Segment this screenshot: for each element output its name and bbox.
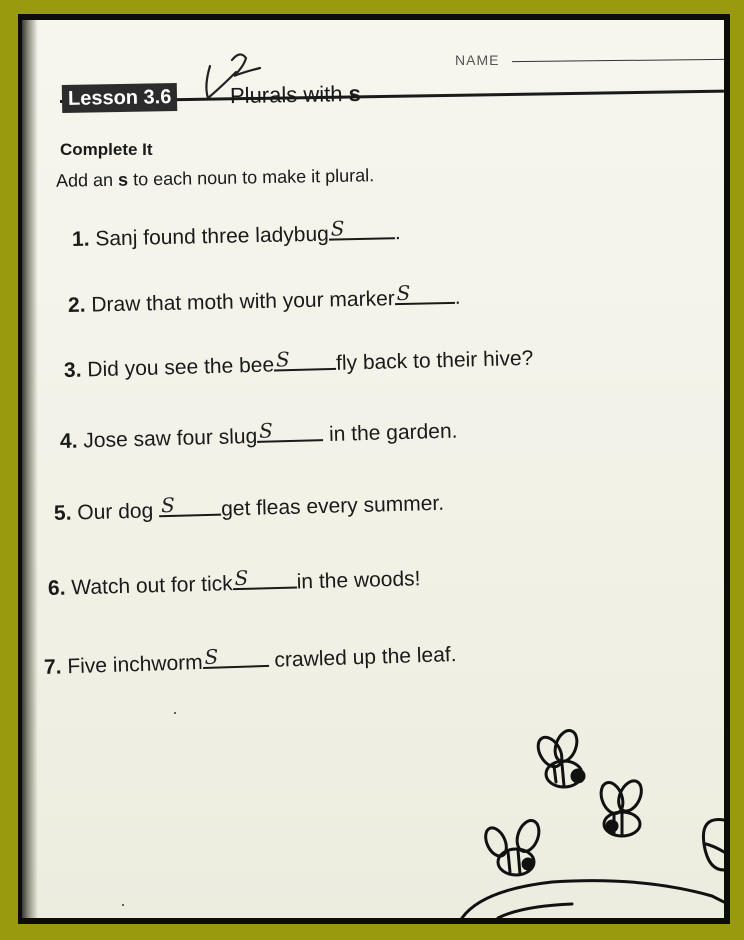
item-text-after: crawled up the leaf. [268, 643, 457, 672]
answer-blank[interactable] [394, 280, 454, 306]
item-number: 3. [63, 358, 82, 382]
item-number: 7. [43, 655, 62, 679]
item-number: 2. [67, 293, 86, 317]
item-text-after: get fleas every summer. [220, 491, 445, 521]
exercise-item [71, 216, 401, 252]
instructions-bold: s [117, 169, 129, 190]
item-text-after: . [454, 285, 461, 309]
handwritten-answer: S [396, 280, 411, 306]
lesson-badge: Lesson 3.6 [62, 83, 178, 113]
exercise-item [60, 418, 458, 454]
item-text-before: Watch out for tick [71, 572, 234, 600]
lesson-title [230, 81, 361, 109]
instructions-before: Add an [55, 169, 119, 191]
handwritten-answer: S [160, 492, 176, 518]
item-text-after: in the woods! [296, 567, 421, 594]
name-label: NAME [455, 52, 500, 68]
answer-blank[interactable] [202, 644, 269, 669]
answer-blank[interactable] [274, 347, 337, 372]
section-heading: Complete It [60, 140, 153, 159]
handwritten-answer: S [258, 418, 274, 443]
handwritten-answer: S [275, 347, 290, 372]
item-text-before: Sanj found three ladybug [95, 222, 330, 251]
item-text-after: . [394, 221, 401, 245]
paper-binding-shadow [22, 20, 38, 918]
handwritten-answer: S [204, 644, 219, 669]
worksheet-page [22, 20, 724, 918]
lesson-title-text: Plurals with [229, 81, 349, 109]
exercise-item [54, 490, 445, 526]
answer-blank[interactable] [232, 565, 297, 591]
item-number: 6. [47, 576, 66, 600]
item-text-before: Jose saw four slug [83, 424, 258, 453]
item-text-before: Five inchworm [67, 651, 204, 679]
exercise-item [67, 280, 461, 318]
exercise-item [44, 641, 457, 680]
item-text-after: in the garden. [322, 419, 458, 447]
pencil-mark [174, 712, 176, 714]
exercise-item [64, 345, 534, 383]
lesson-title-bold: s [348, 80, 362, 107]
item-number: 4. [59, 429, 78, 453]
item-text-before: Draw that moth with your marker [91, 287, 395, 317]
answer-blank[interactable] [159, 492, 222, 518]
item-number: 1. [71, 227, 90, 251]
answer-blank[interactable] [257, 418, 324, 443]
item-text-before: Our dog [77, 499, 154, 525]
answer-blank[interactable] [329, 216, 395, 241]
item-number: 5. [53, 501, 72, 525]
instructions [56, 165, 375, 192]
exercise-item [48, 565, 421, 601]
item-text-after: fly back to their hive? [335, 346, 534, 375]
handwritten-answer: S [234, 565, 249, 591]
pencil-mark [122, 904, 124, 906]
item-text-before: Did you see the bee [87, 353, 275, 382]
name-field-line[interactable] [512, 59, 724, 62]
bee-illustration-icon [442, 720, 724, 918]
handwritten-answer: S [330, 216, 345, 241]
instructions-after: to each noun to make it plural. [127, 165, 375, 190]
